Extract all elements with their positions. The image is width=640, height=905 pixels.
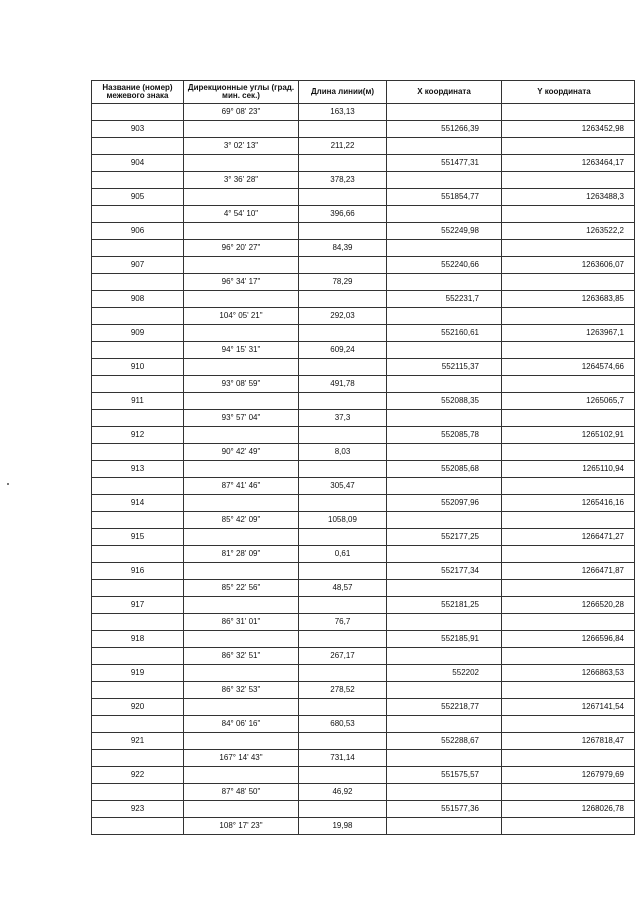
cell-point-name: 905 bbox=[92, 189, 184, 206]
cell-empty bbox=[502, 240, 635, 257]
cell-empty bbox=[92, 512, 184, 529]
cell-y: 1265110,94 bbox=[502, 461, 635, 478]
cell-empty bbox=[502, 580, 635, 597]
cell-y: 1265102,91 bbox=[502, 427, 635, 444]
cell-empty bbox=[387, 410, 502, 427]
cell-empty bbox=[387, 580, 502, 597]
cell-point-name: 918 bbox=[92, 631, 184, 648]
cell-empty bbox=[299, 427, 387, 444]
cell-length: 84,39 bbox=[299, 240, 387, 257]
cell-empty bbox=[387, 614, 502, 631]
header-angle: Дирекционные углы (град. мин. сек.) bbox=[184, 81, 299, 104]
cell-empty bbox=[387, 750, 502, 767]
cell-empty bbox=[387, 784, 502, 801]
cell-x: 552240,66 bbox=[387, 257, 502, 274]
cell-point-name: 909 bbox=[92, 325, 184, 342]
cell-angle: 81° 28' 09" bbox=[184, 546, 299, 563]
segment-row bbox=[92, 648, 635, 665]
point-row bbox=[92, 359, 635, 376]
cell-x: 551577,36 bbox=[387, 801, 502, 818]
cell-point-name: 923 bbox=[92, 801, 184, 818]
cell-y: 1263683,85 bbox=[502, 291, 635, 308]
cell-angle: 87° 48' 50" bbox=[184, 784, 299, 801]
cell-angle: 90° 42' 49" bbox=[184, 444, 299, 461]
cell-point-name: 908 bbox=[92, 291, 184, 308]
cell-empty bbox=[299, 257, 387, 274]
point-row bbox=[92, 461, 635, 478]
cell-empty bbox=[92, 308, 184, 325]
cell-empty bbox=[92, 614, 184, 631]
cell-empty bbox=[184, 223, 299, 240]
cell-length: 292,03 bbox=[299, 308, 387, 325]
segment-row bbox=[92, 546, 635, 563]
cell-empty bbox=[502, 376, 635, 393]
cell-empty bbox=[502, 750, 635, 767]
cell-empty bbox=[502, 682, 635, 699]
cell-empty bbox=[502, 818, 635, 835]
cell-y: 1263522,2 bbox=[502, 223, 635, 240]
cell-point-name: 911 bbox=[92, 393, 184, 410]
segment-row bbox=[92, 512, 635, 529]
cell-empty bbox=[184, 699, 299, 716]
cell-empty bbox=[387, 172, 502, 189]
cell-empty bbox=[184, 121, 299, 138]
cell-y: 1267141,54 bbox=[502, 699, 635, 716]
cell-empty bbox=[387, 444, 502, 461]
cell-y: 1267979,69 bbox=[502, 767, 635, 784]
cell-length: 78,29 bbox=[299, 274, 387, 291]
point-row bbox=[92, 393, 635, 410]
cell-x: 552231,7 bbox=[387, 291, 502, 308]
cell-point-name: 903 bbox=[92, 121, 184, 138]
header-name: Название (номер) межевого знака bbox=[92, 81, 184, 104]
cell-empty bbox=[92, 172, 184, 189]
cell-empty bbox=[299, 155, 387, 172]
cell-x: 552160,61 bbox=[387, 325, 502, 342]
point-row bbox=[92, 189, 635, 206]
cell-empty bbox=[502, 716, 635, 733]
cell-y: 1263967,1 bbox=[502, 325, 635, 342]
segment-row bbox=[92, 376, 635, 393]
cell-empty bbox=[92, 784, 184, 801]
cell-empty bbox=[299, 631, 387, 648]
segment-row bbox=[92, 682, 635, 699]
cell-x: 551266,39 bbox=[387, 121, 502, 138]
segment-row bbox=[92, 614, 635, 631]
segment-row bbox=[92, 750, 635, 767]
cell-angle: 108° 17' 23" bbox=[184, 818, 299, 835]
cell-empty bbox=[92, 716, 184, 733]
point-row bbox=[92, 291, 635, 308]
cell-empty bbox=[299, 223, 387, 240]
cell-length: 378,23 bbox=[299, 172, 387, 189]
cell-empty bbox=[502, 206, 635, 223]
segment-row bbox=[92, 138, 635, 155]
cell-empty bbox=[502, 478, 635, 495]
cell-empty bbox=[502, 648, 635, 665]
cell-x: 552177,34 bbox=[387, 563, 502, 580]
cell-point-name: 906 bbox=[92, 223, 184, 240]
point-row bbox=[92, 665, 635, 682]
cell-empty bbox=[387, 648, 502, 665]
segment-row bbox=[92, 172, 635, 189]
cell-empty bbox=[299, 665, 387, 682]
segment-row bbox=[92, 274, 635, 291]
cell-empty bbox=[184, 733, 299, 750]
cell-angle: 3° 02' 13" bbox=[184, 138, 299, 155]
segment-row bbox=[92, 444, 635, 461]
cell-length: 37,3 bbox=[299, 410, 387, 427]
cell-empty bbox=[92, 240, 184, 257]
cell-length: 680,53 bbox=[299, 716, 387, 733]
cell-length: 76,7 bbox=[299, 614, 387, 631]
cell-empty bbox=[184, 665, 299, 682]
point-row bbox=[92, 121, 635, 138]
cell-point-name: 914 bbox=[92, 495, 184, 512]
cell-empty bbox=[92, 546, 184, 563]
cell-empty bbox=[502, 138, 635, 155]
cell-point-name: 919 bbox=[92, 665, 184, 682]
cell-y: 1263488,3 bbox=[502, 189, 635, 206]
point-row bbox=[92, 155, 635, 172]
cell-empty bbox=[502, 274, 635, 291]
cell-length: 163,13 bbox=[299, 104, 387, 121]
cell-length: 211,22 bbox=[299, 138, 387, 155]
point-row bbox=[92, 427, 635, 444]
cell-x: 552085,78 bbox=[387, 427, 502, 444]
cell-angle: 87° 41' 46" bbox=[184, 478, 299, 495]
cell-empty bbox=[387, 240, 502, 257]
cell-y: 1265416,16 bbox=[502, 495, 635, 512]
cell-length: 609,24 bbox=[299, 342, 387, 359]
cell-point-name: 916 bbox=[92, 563, 184, 580]
cell-empty bbox=[92, 376, 184, 393]
cell-empty bbox=[92, 580, 184, 597]
cell-empty bbox=[92, 818, 184, 835]
cell-y: 1268026,78 bbox=[502, 801, 635, 818]
cell-empty bbox=[387, 512, 502, 529]
cell-empty bbox=[387, 818, 502, 835]
cell-empty bbox=[92, 206, 184, 223]
segment-row bbox=[92, 478, 635, 495]
cell-empty bbox=[387, 546, 502, 563]
cell-empty bbox=[184, 563, 299, 580]
cell-y: 1265065,7 bbox=[502, 393, 635, 410]
cell-empty bbox=[502, 784, 635, 801]
cell-angle: 93° 08' 59" bbox=[184, 376, 299, 393]
point-row bbox=[92, 699, 635, 716]
cell-x: 552088,35 bbox=[387, 393, 502, 410]
cell-point-name: 913 bbox=[92, 461, 184, 478]
cell-empty bbox=[184, 257, 299, 274]
cell-empty bbox=[184, 359, 299, 376]
cell-point-name: 920 bbox=[92, 699, 184, 716]
cell-length: 48,57 bbox=[299, 580, 387, 597]
cell-angle: 86° 32' 53" bbox=[184, 682, 299, 699]
cell-length: 19,98 bbox=[299, 818, 387, 835]
cell-empty bbox=[299, 733, 387, 750]
segment-row bbox=[92, 818, 635, 835]
point-row bbox=[92, 733, 635, 750]
coordinates-table bbox=[91, 80, 635, 835]
cell-y: 1266520,28 bbox=[502, 597, 635, 614]
cell-empty bbox=[92, 648, 184, 665]
cell-length: 1058,09 bbox=[299, 512, 387, 529]
cell-empty bbox=[299, 393, 387, 410]
cell-empty bbox=[387, 104, 502, 121]
cell-empty bbox=[92, 750, 184, 767]
cell-x: 552185,91 bbox=[387, 631, 502, 648]
cell-x: 552249,98 bbox=[387, 223, 502, 240]
cell-empty bbox=[387, 206, 502, 223]
cell-angle: 93° 57' 04" bbox=[184, 410, 299, 427]
cell-empty bbox=[502, 172, 635, 189]
cell-empty bbox=[299, 291, 387, 308]
cell-empty bbox=[184, 597, 299, 614]
cell-empty bbox=[387, 138, 502, 155]
cell-y: 1263452,98 bbox=[502, 121, 635, 138]
cell-length: 305,47 bbox=[299, 478, 387, 495]
cell-angle: 85° 42' 09" bbox=[184, 512, 299, 529]
cell-empty bbox=[184, 631, 299, 648]
cell-y: 1266471,27 bbox=[502, 529, 635, 546]
point-row bbox=[92, 563, 635, 580]
cell-empty bbox=[387, 274, 502, 291]
cell-empty bbox=[184, 325, 299, 342]
cell-x: 551575,57 bbox=[387, 767, 502, 784]
segment-row bbox=[92, 784, 635, 801]
cell-empty bbox=[502, 342, 635, 359]
segment-row bbox=[92, 308, 635, 325]
point-row bbox=[92, 597, 635, 614]
cell-empty bbox=[502, 444, 635, 461]
cell-length: 278,52 bbox=[299, 682, 387, 699]
cell-angle: 84° 06' 16" bbox=[184, 716, 299, 733]
cell-empty bbox=[387, 376, 502, 393]
cell-angle: 86° 32' 51" bbox=[184, 648, 299, 665]
cell-point-name: 917 bbox=[92, 597, 184, 614]
point-row bbox=[92, 257, 635, 274]
cell-empty bbox=[387, 308, 502, 325]
cell-empty bbox=[92, 410, 184, 427]
point-row bbox=[92, 495, 635, 512]
cell-empty bbox=[184, 189, 299, 206]
cell-empty bbox=[92, 478, 184, 495]
cell-empty bbox=[92, 444, 184, 461]
cell-empty bbox=[184, 767, 299, 784]
cell-y: 1263606,07 bbox=[502, 257, 635, 274]
cell-empty bbox=[299, 597, 387, 614]
cell-x: 552288,67 bbox=[387, 733, 502, 750]
cell-empty bbox=[184, 801, 299, 818]
cell-empty bbox=[184, 427, 299, 444]
cell-x: 551854,77 bbox=[387, 189, 502, 206]
cell-empty bbox=[502, 104, 635, 121]
cell-y: 1266471,87 bbox=[502, 563, 635, 580]
cell-length: 8,03 bbox=[299, 444, 387, 461]
cell-empty bbox=[299, 495, 387, 512]
cell-empty bbox=[502, 614, 635, 631]
cell-empty bbox=[92, 274, 184, 291]
cell-y: 1267818,47 bbox=[502, 733, 635, 750]
cell-empty bbox=[184, 393, 299, 410]
cell-empty bbox=[299, 189, 387, 206]
cell-y: 1263464,17 bbox=[502, 155, 635, 172]
cell-empty bbox=[184, 155, 299, 172]
cell-point-name: 921 bbox=[92, 733, 184, 750]
cell-empty bbox=[92, 138, 184, 155]
cell-angle: 4° 54' 10" bbox=[184, 206, 299, 223]
cell-x: 552181,25 bbox=[387, 597, 502, 614]
cell-empty bbox=[299, 767, 387, 784]
cell-empty bbox=[299, 121, 387, 138]
cell-x: 552115,37 bbox=[387, 359, 502, 376]
cell-empty bbox=[299, 325, 387, 342]
cell-length: 396,66 bbox=[299, 206, 387, 223]
point-row bbox=[92, 767, 635, 784]
cell-angle: 104° 05' 21" bbox=[184, 308, 299, 325]
cell-empty bbox=[387, 342, 502, 359]
cell-empty bbox=[299, 359, 387, 376]
scan-speck bbox=[7, 483, 9, 485]
cell-point-name: 922 bbox=[92, 767, 184, 784]
cell-empty bbox=[502, 410, 635, 427]
cell-x: 552097,96 bbox=[387, 495, 502, 512]
cell-angle: 96° 20' 27" bbox=[184, 240, 299, 257]
header-y: Y координата bbox=[502, 81, 635, 104]
cell-x: 552177,25 bbox=[387, 529, 502, 546]
cell-empty bbox=[502, 512, 635, 529]
cell-empty bbox=[92, 682, 184, 699]
cell-empty bbox=[502, 546, 635, 563]
cell-y: 1266863,53 bbox=[502, 665, 635, 682]
point-row bbox=[92, 631, 635, 648]
cell-empty bbox=[184, 461, 299, 478]
point-row bbox=[92, 325, 635, 342]
cell-angle: 94° 15' 31" bbox=[184, 342, 299, 359]
cell-length: 491,78 bbox=[299, 376, 387, 393]
header-length: Длина линии(м) bbox=[299, 81, 387, 104]
cell-angle: 69° 08' 23" bbox=[184, 104, 299, 121]
cell-empty bbox=[387, 716, 502, 733]
cell-empty bbox=[299, 699, 387, 716]
cell-empty bbox=[184, 495, 299, 512]
point-row bbox=[92, 223, 635, 240]
cell-point-name: 912 bbox=[92, 427, 184, 444]
cell-empty bbox=[184, 291, 299, 308]
segment-row bbox=[92, 104, 635, 121]
cell-length: 46,92 bbox=[299, 784, 387, 801]
cell-angle: 85° 22' 56" bbox=[184, 580, 299, 597]
header-row bbox=[92, 81, 635, 104]
cell-empty bbox=[92, 342, 184, 359]
cell-point-name: 904 bbox=[92, 155, 184, 172]
cell-empty bbox=[299, 563, 387, 580]
cell-empty bbox=[299, 461, 387, 478]
cell-empty bbox=[502, 308, 635, 325]
header-x: X координата bbox=[387, 81, 502, 104]
cell-angle: 167° 14' 43" bbox=[184, 750, 299, 767]
segment-row bbox=[92, 206, 635, 223]
cell-empty bbox=[387, 478, 502, 495]
cell-length: 267,17 bbox=[299, 648, 387, 665]
cell-point-name: 915 bbox=[92, 529, 184, 546]
cell-x: 551477,31 bbox=[387, 155, 502, 172]
cell-empty bbox=[299, 801, 387, 818]
cell-y: 1266596,84 bbox=[502, 631, 635, 648]
cell-length: 0,61 bbox=[299, 546, 387, 563]
cell-angle: 96° 34' 17" bbox=[184, 274, 299, 291]
cell-point-name: 910 bbox=[92, 359, 184, 376]
cell-x: 552085,68 bbox=[387, 461, 502, 478]
segment-row bbox=[92, 580, 635, 597]
cell-empty bbox=[184, 529, 299, 546]
cell-angle: 3° 36' 28" bbox=[184, 172, 299, 189]
cell-y: 1264574,66 bbox=[502, 359, 635, 376]
point-row bbox=[92, 529, 635, 546]
segment-row bbox=[92, 342, 635, 359]
segment-row bbox=[92, 716, 635, 733]
cell-x: 552218,77 bbox=[387, 699, 502, 716]
segment-row bbox=[92, 410, 635, 427]
segment-row bbox=[92, 240, 635, 257]
cell-point-name: 907 bbox=[92, 257, 184, 274]
cell-angle: 86° 31' 01" bbox=[184, 614, 299, 631]
cell-empty bbox=[387, 682, 502, 699]
cell-x: 552202 bbox=[387, 665, 502, 682]
cell-length: 731,14 bbox=[299, 750, 387, 767]
cell-empty bbox=[299, 529, 387, 546]
point-row bbox=[92, 801, 635, 818]
cell-empty bbox=[92, 104, 184, 121]
